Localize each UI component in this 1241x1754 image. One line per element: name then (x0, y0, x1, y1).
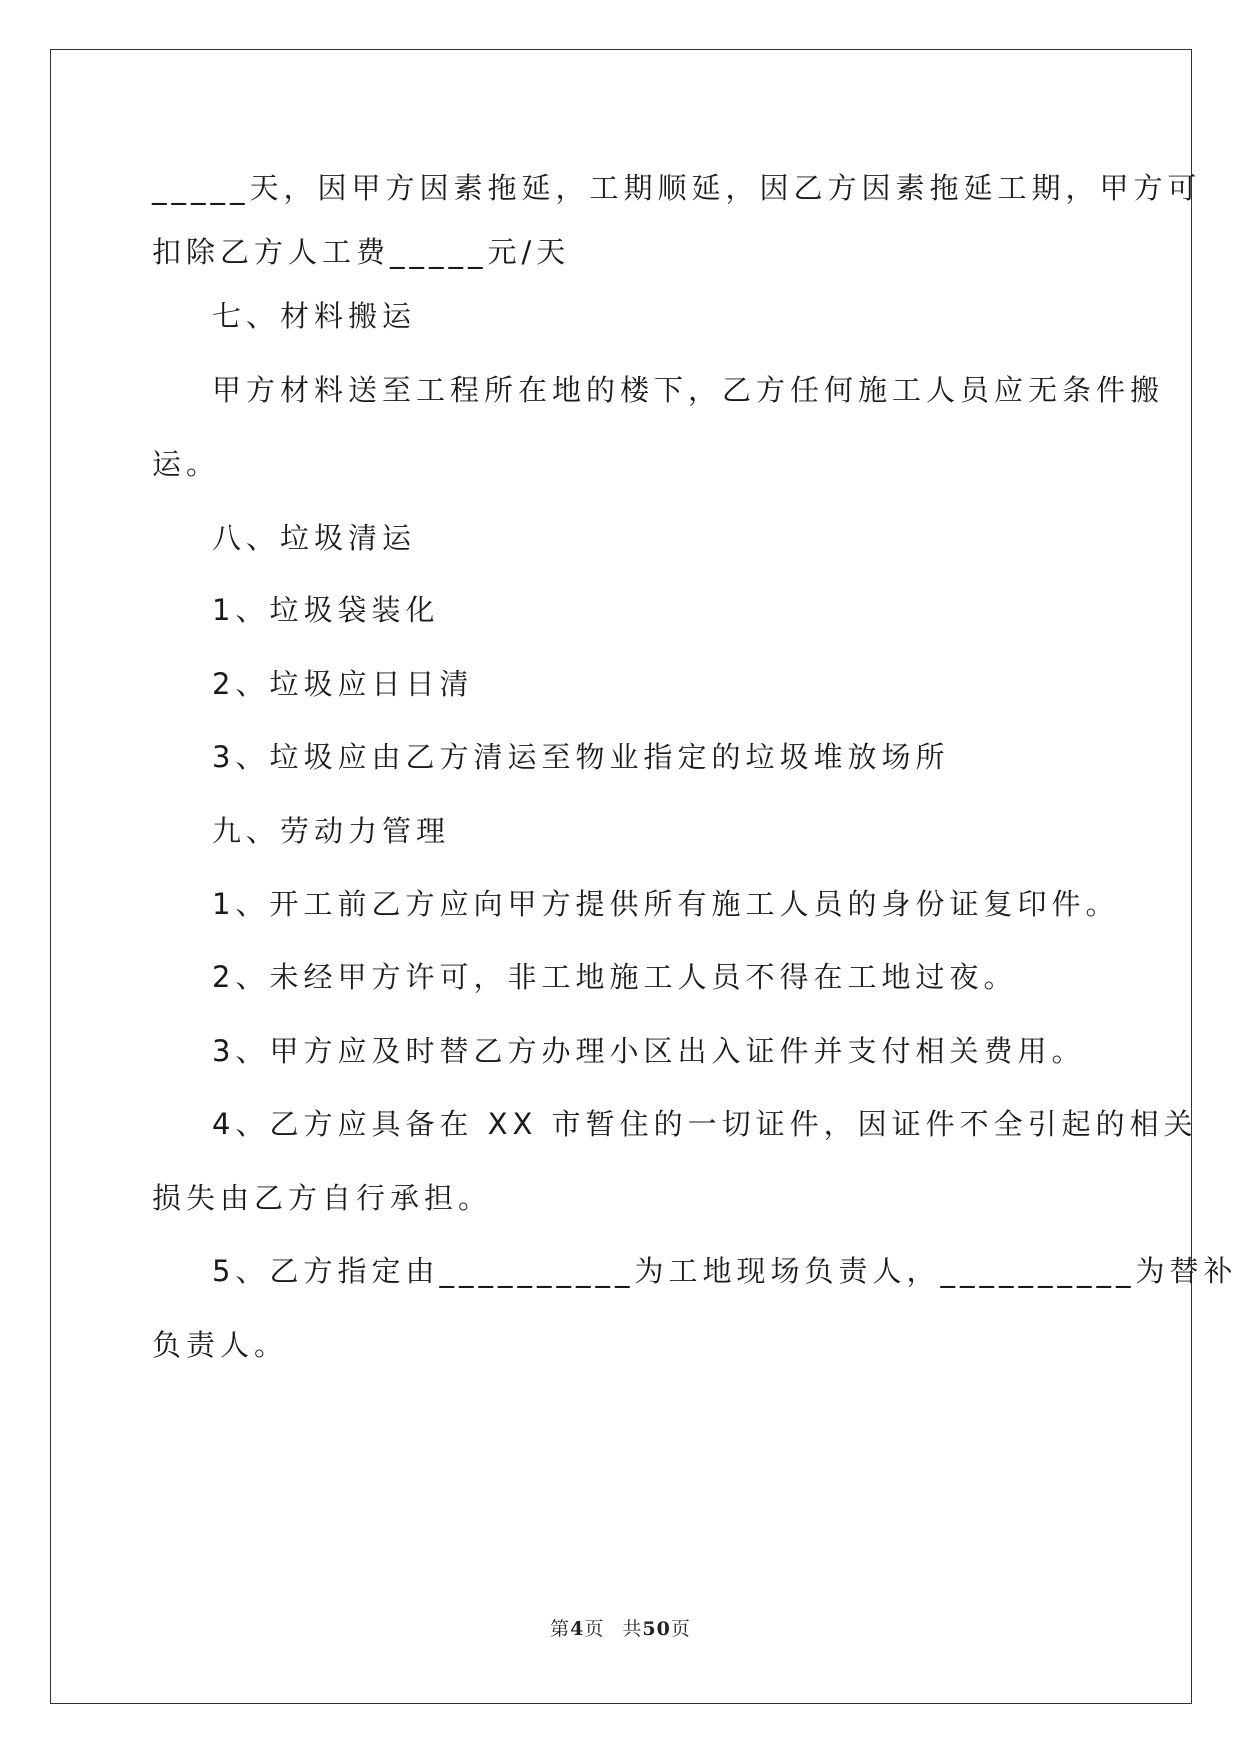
page-footer (0, 1614, 1241, 1641)
body-line: 运。 (152, 447, 221, 481)
list-item: 2、垃圾应日日清 (212, 667, 474, 701)
list-item: 5、乙方指定由__________为工地现场负责人，__________为替补 (212, 1254, 1238, 1288)
section-heading: 七、材料搬运 (212, 299, 417, 333)
list-item: 4、乙方应具备在 XX 市暂住的一切证件，因证件不全引起的相关 (212, 1107, 1198, 1141)
section-heading: 九、劳动力管理 (212, 814, 451, 848)
list-item: 2、未经甲方许可，非工地施工人员不得在工地过夜。 (212, 960, 1018, 994)
footer-total-suffix: 页 (670, 1618, 691, 1640)
total-page-count: 50 (642, 1618, 671, 1640)
body-line: _____天，因甲方因素拖延，工期顺延，因乙方因素拖延工期，甲方可 (152, 171, 1202, 205)
list-item: 1、垃圾袋装化 (212, 593, 440, 627)
body-line: 负责人。 (152, 1328, 289, 1362)
current-page-number: 4 (570, 1618, 585, 1640)
body-line: 损失由乙方自行承担。 (152, 1181, 493, 1215)
body-line: 甲方材料送至工程所在地的楼下，乙方任何施工人员应无条件搬 (212, 373, 1165, 407)
footer-prefix: 第 (550, 1618, 571, 1640)
list-item: 3、甲方应及时替乙方办理小区出入证件并支付相关费用。 (212, 1034, 1086, 1068)
footer-page-suffix: 页 (584, 1618, 605, 1640)
body-line: 扣除乙方人工费_____元/天 (152, 235, 571, 269)
list-item: 3、垃圾应由乙方清运至物业指定的垃圾堆放场所 (212, 740, 950, 774)
footer-total-prefix: 共 (622, 1618, 643, 1640)
list-item: 1、开工前乙方应向甲方提供所有施工人员的身份证复印件。 (212, 887, 1120, 921)
section-heading: 八、垃圾清运 (212, 521, 417, 555)
